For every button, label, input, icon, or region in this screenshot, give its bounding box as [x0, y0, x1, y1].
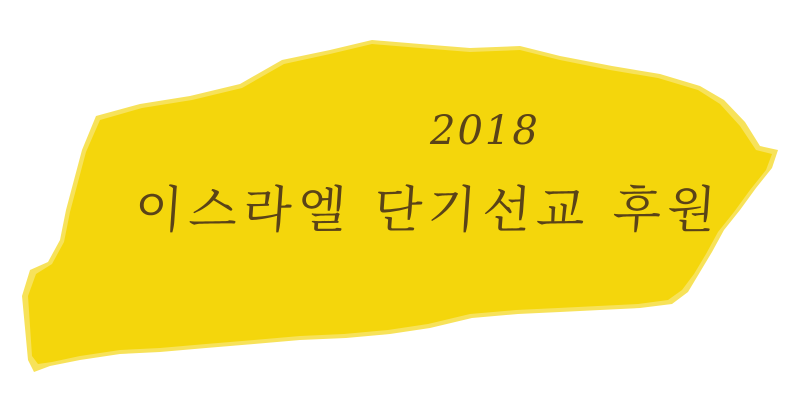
year-label: 2018	[430, 108, 540, 154]
banner-title: 이스라엘 단기선교 후원	[132, 181, 724, 239]
